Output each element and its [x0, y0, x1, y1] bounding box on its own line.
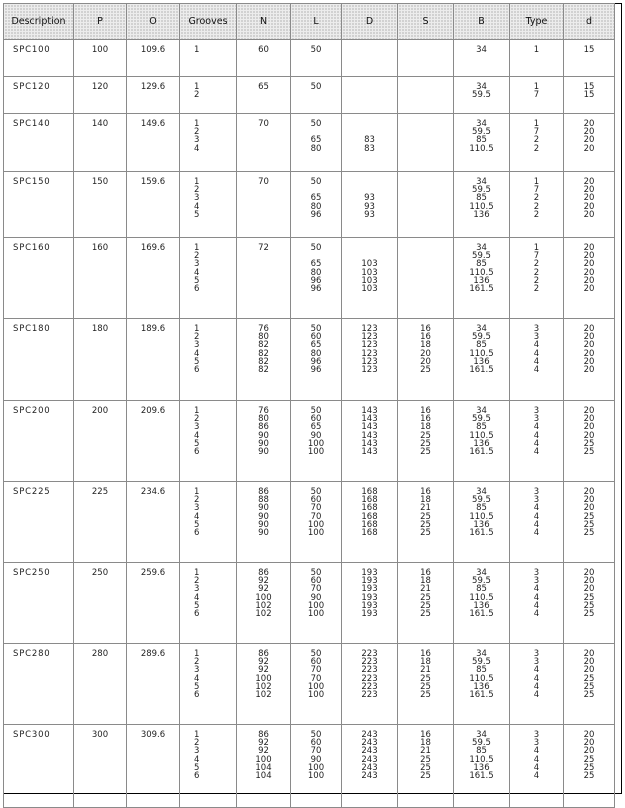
description-cell: SPC150	[4, 172, 74, 238]
s-cell: 16 16 18 20 20 25	[398, 319, 454, 401]
grooves-cell: 1 2 3 4 5 6	[180, 319, 237, 401]
p-cell: 100	[74, 40, 127, 77]
grooves-cell: 1 2 3 4 5 6	[180, 401, 237, 482]
l-cell: 50 60 65 90 100 100	[291, 401, 342, 482]
s-cell: 16 18 21 25 25 25	[398, 482, 454, 563]
n-cell: 60	[237, 40, 291, 77]
type-cell: 3 3 4 4 4 4	[510, 482, 564, 563]
s-cell	[398, 172, 454, 238]
header-d-upper: D	[342, 4, 398, 40]
o-cell: 149.6	[127, 114, 180, 172]
d-upper-cell: 223 223 223 223 223 223	[342, 644, 398, 725]
d-lower-cell: 20 20 20 20 20 20	[564, 319, 615, 401]
n-cell: 70	[237, 172, 291, 238]
d-lower-cell: 15	[564, 40, 615, 77]
o-cell: 159.6	[127, 172, 180, 238]
l-cell: 50 60 70 90 100 100	[291, 725, 342, 808]
l-cell: 50 60 70 70 100 100	[291, 482, 342, 563]
n-cell: 86 92 92 100 102 102	[237, 644, 291, 725]
l-cell: 50 60 70 90 100 100	[291, 563, 342, 644]
description-cell: SPC250	[4, 563, 74, 644]
n-cell: 70	[237, 114, 291, 172]
d-upper-cell	[342, 40, 398, 77]
type-cell: 1 7 2 2	[510, 114, 564, 172]
p-cell: 280	[74, 644, 127, 725]
n-cell: 65	[237, 77, 291, 114]
d-upper-cell	[342, 77, 398, 114]
p-cell: 225	[74, 482, 127, 563]
description-cell: SPC200	[4, 401, 74, 482]
header-grooves: Grooves	[180, 4, 237, 40]
type-cell: 3 3 4 4 4 4	[510, 401, 564, 482]
b-cell: 34 59.5 85 110.5 136 161.5	[454, 319, 510, 401]
grooves-cell: 1 2	[180, 77, 237, 114]
table-row	[4, 114, 615, 172]
d-lower-cell: 20 20 20 20	[564, 114, 615, 172]
l-cell: 50 60 65 80 96 96	[291, 319, 342, 401]
header-description: Description	[4, 4, 74, 40]
b-cell: 34 59.5	[454, 77, 510, 114]
d-lower-cell: 20 20 20 25 25 25	[564, 482, 615, 563]
n-cell: 86 92 92 100 102 102	[237, 563, 291, 644]
l-cell: 50 65 80 96 96	[291, 238, 342, 319]
d-lower-cell: 20 20 20 20 20	[564, 172, 615, 238]
d-upper-cell: 168 168 168 168 168 168	[342, 482, 398, 563]
header-type: Type	[510, 4, 564, 40]
o-cell: 169.6	[127, 238, 180, 319]
p-cell: 300	[74, 725, 127, 808]
type-cell: 1 7	[510, 77, 564, 114]
b-cell: 34 59.5 85 110.5 136 161.5	[454, 238, 510, 319]
grooves-cell: 1	[180, 40, 237, 77]
d-lower-cell: 20 20 20 25 25 25	[564, 644, 615, 725]
d-upper-cell: 193 193 193 193 193 193	[342, 563, 398, 644]
grooves-cell: 1 2 3 4 5 6	[180, 563, 237, 644]
table-row	[4, 77, 615, 114]
type-cell: 1	[510, 40, 564, 77]
description-cell: SPC225	[4, 482, 74, 563]
grooves-cell: 1 2 3 4 5 6	[180, 644, 237, 725]
l-cell: 50	[291, 40, 342, 77]
o-cell: 109.6	[127, 40, 180, 77]
description-cell: SPC160	[4, 238, 74, 319]
d-upper-cell: 243 243 243 243 243 243	[342, 725, 398, 808]
b-cell: 34 59.5 85 110.5	[454, 114, 510, 172]
l-cell: 50 60 70 70 100 100	[291, 644, 342, 725]
type-cell: 3 3 4 4 4 4	[510, 319, 564, 401]
header-o: O	[127, 4, 180, 40]
b-cell: 34 59.5 85 110.5 136 161.5	[454, 401, 510, 482]
p-cell: 150	[74, 172, 127, 238]
n-cell: 72	[237, 238, 291, 319]
o-cell: 189.6	[127, 319, 180, 401]
p-cell: 200	[74, 401, 127, 482]
s-cell: 16 18 21 25 25 25	[398, 725, 454, 808]
b-cell: 34 59.5 85 110.5 136 161.5	[454, 725, 510, 808]
b-cell: 34	[454, 40, 510, 77]
table-row	[4, 725, 615, 808]
grooves-cell: 1 2 3 4	[180, 114, 237, 172]
p-cell: 140	[74, 114, 127, 172]
type-cell: 3 3 4 4 4 4	[510, 563, 564, 644]
d-lower-cell: 20 20 20 25 25 25	[564, 563, 615, 644]
b-cell: 34 59.5 85 110.5 136 161.5	[454, 482, 510, 563]
s-cell	[398, 40, 454, 77]
header-l: L	[291, 4, 342, 40]
d-upper-cell: 103 103 103 103	[342, 238, 398, 319]
s-cell: 16 18 21 25 25 25	[398, 644, 454, 725]
o-cell: 289.6	[127, 644, 180, 725]
type-cell: 3 3 4 4 4 4	[510, 644, 564, 725]
b-cell: 34 59.5 85 110.5 136 161.5	[454, 644, 510, 725]
table-row	[4, 319, 615, 401]
header-n: N	[237, 4, 291, 40]
s-cell: 16 18 21 25 25 25	[398, 563, 454, 644]
header-p: P	[74, 4, 127, 40]
d-lower-cell: 20 20 20 20 25 25	[564, 401, 615, 482]
s-cell	[398, 77, 454, 114]
d-lower-cell: 20 20 20 25 25 25	[564, 725, 615, 808]
l-cell: 50	[291, 77, 342, 114]
header-b: B	[454, 4, 510, 40]
s-cell: 16 16 18 25 25 25	[398, 401, 454, 482]
d-upper-cell: 83 83	[342, 114, 398, 172]
p-cell: 250	[74, 563, 127, 644]
grooves-cell: 1 2 3 4 5	[180, 172, 237, 238]
grooves-cell: 1 2 3 4 5 6	[180, 725, 237, 808]
table-row	[4, 644, 615, 725]
table-row	[4, 401, 615, 482]
type-cell: 1 7 2 2 2 2	[510, 238, 564, 319]
d-lower-cell: 20 20 20 20 20 20	[564, 238, 615, 319]
p-cell: 180	[74, 319, 127, 401]
description-cell: SPC180	[4, 319, 74, 401]
o-cell: 209.6	[127, 401, 180, 482]
header-s: S	[398, 4, 454, 40]
s-cell	[398, 238, 454, 319]
o-cell: 129.6	[127, 77, 180, 114]
n-cell: 76 80 82 82 82 82	[237, 319, 291, 401]
n-cell: 86 88 90 90 90 90	[237, 482, 291, 563]
d-upper-cell: 123 123 123 123 123 123	[342, 319, 398, 401]
p-cell: 160	[74, 238, 127, 319]
header-d-lower: d	[564, 4, 615, 40]
o-cell: 234.6	[127, 482, 180, 563]
header-row	[4, 4, 615, 40]
table-row	[4, 40, 615, 77]
n-cell: 86 92 92 100 104 104	[237, 725, 291, 808]
b-cell: 34 59.5 85 110.5 136	[454, 172, 510, 238]
d-lower-cell: 15 15	[564, 77, 615, 114]
description-cell: SPC120	[4, 77, 74, 114]
table-row	[4, 563, 615, 644]
b-cell: 34 59.5 85 110.5 136 161.5	[454, 563, 510, 644]
description-cell: SPC300	[4, 725, 74, 808]
d-upper-cell: 143 143 143 143 143 143	[342, 401, 398, 482]
s-cell	[398, 114, 454, 172]
l-cell: 50 65 80 96	[291, 172, 342, 238]
d-upper-cell: 93 93 93	[342, 172, 398, 238]
p-cell: 120	[74, 77, 127, 114]
description-cell: SPC140	[4, 114, 74, 172]
l-cell: 50 65 80	[291, 114, 342, 172]
description-cell: SPC280	[4, 644, 74, 725]
grooves-cell: 1 2 3 4 5 6	[180, 482, 237, 563]
table-row	[4, 482, 615, 563]
pulley-spec-table	[3, 3, 615, 808]
description-cell: SPC100	[4, 40, 74, 77]
grooves-cell: 1 2 3 4 5 6	[180, 238, 237, 319]
type-cell: 1 7 2 2 2	[510, 172, 564, 238]
table-row	[4, 238, 615, 319]
n-cell: 76 80 86 90 90 90	[237, 401, 291, 482]
table-row	[4, 172, 615, 238]
o-cell: 309.6	[127, 725, 180, 808]
type-cell: 3 3 4 4 4 4	[510, 725, 564, 808]
o-cell: 259.6	[127, 563, 180, 644]
